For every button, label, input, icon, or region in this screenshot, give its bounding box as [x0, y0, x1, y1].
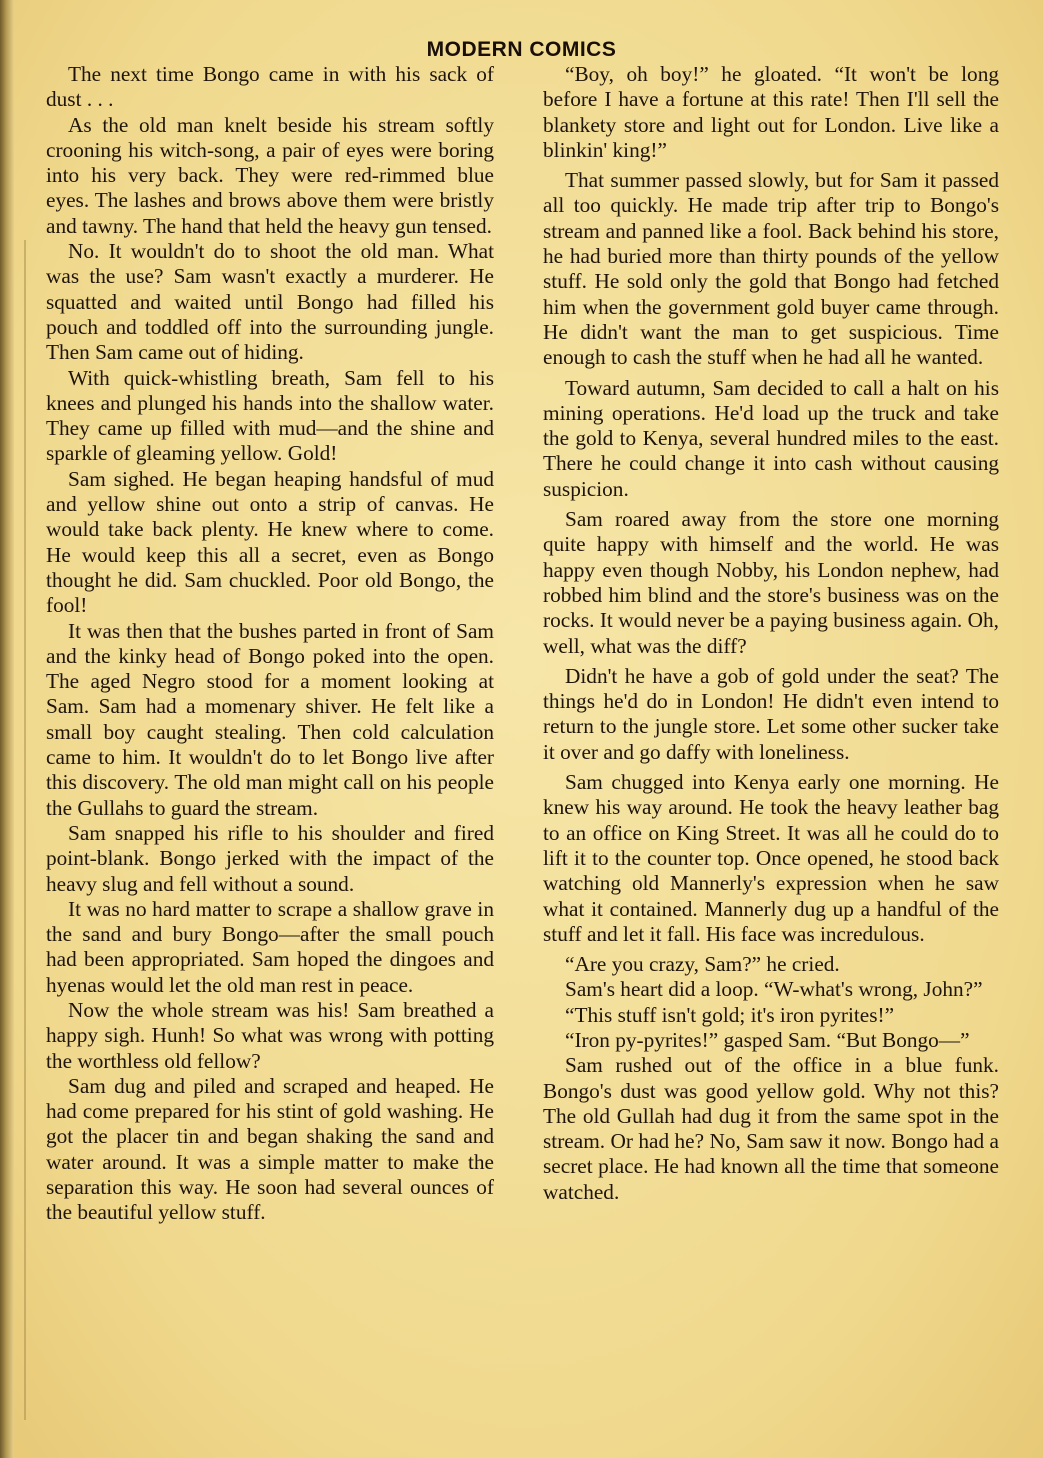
paragraph: Sam chugged into Kenya early one morning. He knew his way around. He took the heavy leather bag to an office on King Street. It was all he could do to lift it to the counter top. Once opened, he stood back watching old Mannerly's expression when he saw what it contained. Mannerly dug up a handful of the stuff and let it fall. His face was incredulous.: [543, 770, 999, 946]
page-crease: [24, 240, 26, 1420]
paragraph: Toward autumn, Sam decided to call a halt on his mining operations. He'd load up the truck and take the gold to Kenya, several hundred miles to the east. There he could change it into cash without causing suspicion.: [543, 375, 999, 501]
paragraph: Sam roared away from the store one morning quite happy with himself and the world. He was happy even though Nobby, his London nephew, had robbed him blind and the store's business was on the rocks. It would never be a paying business again. Oh, well, what was the diff?: [543, 507, 999, 658]
paragraph: With quick-whistling breath, Sam fell to his knees and plunged his hands into the shallow water. They came up filled with mud—and the shine and sparkle of gleaming yellow. Gold!: [46, 365, 494, 466]
paragraph: Sam snapped his rifle to his shoulder and fired point-blank. Bongo jerked with the impact of the heavy slug and fell without a sound.: [46, 820, 494, 896]
paragraph: That summer passed slowly, but for Sam it passed all too quickly. He made trip after trip to Bongo's stream and panned like a fool. Back behind his store, he had buried more than thirty pounds of the yellow stuff. He sold only the gold that Bongo had fetched him when the government gold buyer came through. He didn't want the man to get suspicious. Time enough to cash the stuff when he had all he wanted.: [543, 168, 999, 370]
paragraph: “Are you crazy, Sam?” he cried.: [565, 952, 840, 977]
paragraph: Sam's heart did a loop. “W-what's wrong, John?”: [565, 977, 983, 1002]
right-text-column: [543, 62, 999, 1205]
page-spine-shadow: [0, 0, 14, 1458]
paragraph: Now the whole stream was his! Sam breathed a happy sigh. Hunh! So what was wrong with potting the worthless old fellow?: [46, 997, 494, 1073]
paragraph: No. It wouldn't do to shoot the old man. What was the use? Sam wasn't exactly a murderer. He squatted and waited until Bongo had filled his pouch and toddled off into the surrounding jungle. Then Sam came out of hiding.: [46, 239, 494, 365]
left-text-column: [46, 62, 494, 1226]
paragraph: The next time Bongo came in with his sack of dust . . .: [46, 62, 494, 112]
paragraph: Didn't he have a gob of gold under the seat? The things he'd do in London! He didn't even intend to return to the jungle store. Let some other sucker take it over and go daffy with loneliness.: [543, 663, 999, 764]
paragraph: As the old man knelt beside his stream softly crooning his witch-song, a pair of eyes were boring into his very back. They were red-rimmed blue eyes. The lashes and brows above them were bristly and tawny. The hand that held the heavy gun tensed.: [46, 112, 494, 238]
paragraph: It was then that the bushes parted in front of Sam and the kinky head of Bongo poked into the open. The aged Negro stood for a moment looking at Sam. Sam had a momenary shiver. He felt like a small boy caught stealing. Then cold calculation came to him. It wouldn't do to let Bongo live after this discovery. The old man might call on his people the Gullahs to guard the stream.: [46, 618, 494, 820]
page-header: MODERN COMICS: [426, 38, 617, 61]
paragraph: Sam rushed out of the office in a blue funk. Bongo's dust was good yellow gold. Why not this? The old Gullah had dug it from the same spot in the stream. Or had he? No, Sam saw it now. Bongo had a secret place. He had known all the time that someone watched.: [543, 1053, 999, 1204]
paragraph: “Iron py-pyrites!” gasped Sam. “But Bongo—”: [565, 1027, 970, 1052]
paragraph: Sam sighed. He began heaping handsful of mud and yellow shine out onto a strip of canvas. He would take back plenty. He knew where to come. He would keep this all a secret, even as Bongo thought he did. Sam chuckled. Poor old Bongo, the fool!: [46, 466, 494, 618]
paragraph: It was no hard matter to scrape a shallow grave in the sand and bury Bongo—after the small pouch had been appropriated. Sam hoped the dingoes and hyenas would let the old man rest in peace.: [46, 896, 494, 997]
paragraph: “Boy, oh boy!” he gloated. “It won't be long before I have a fortune at this rate! Then I'll sell the blankety store and light out for London. Live like a blinkin' king!”: [543, 62, 999, 162]
paragraph: Sam dug and piled and scraped and heaped. He had come prepared for his stint of gold washing. He got the placer tin and began shaking the sand and water around. It was a simple matter to make the separation this way. He soon had several ounces of the beautiful yellow stuff.: [46, 1073, 494, 1225]
paragraph: “This stuff isn't gold; it's iron pyrites!”: [565, 1002, 895, 1027]
